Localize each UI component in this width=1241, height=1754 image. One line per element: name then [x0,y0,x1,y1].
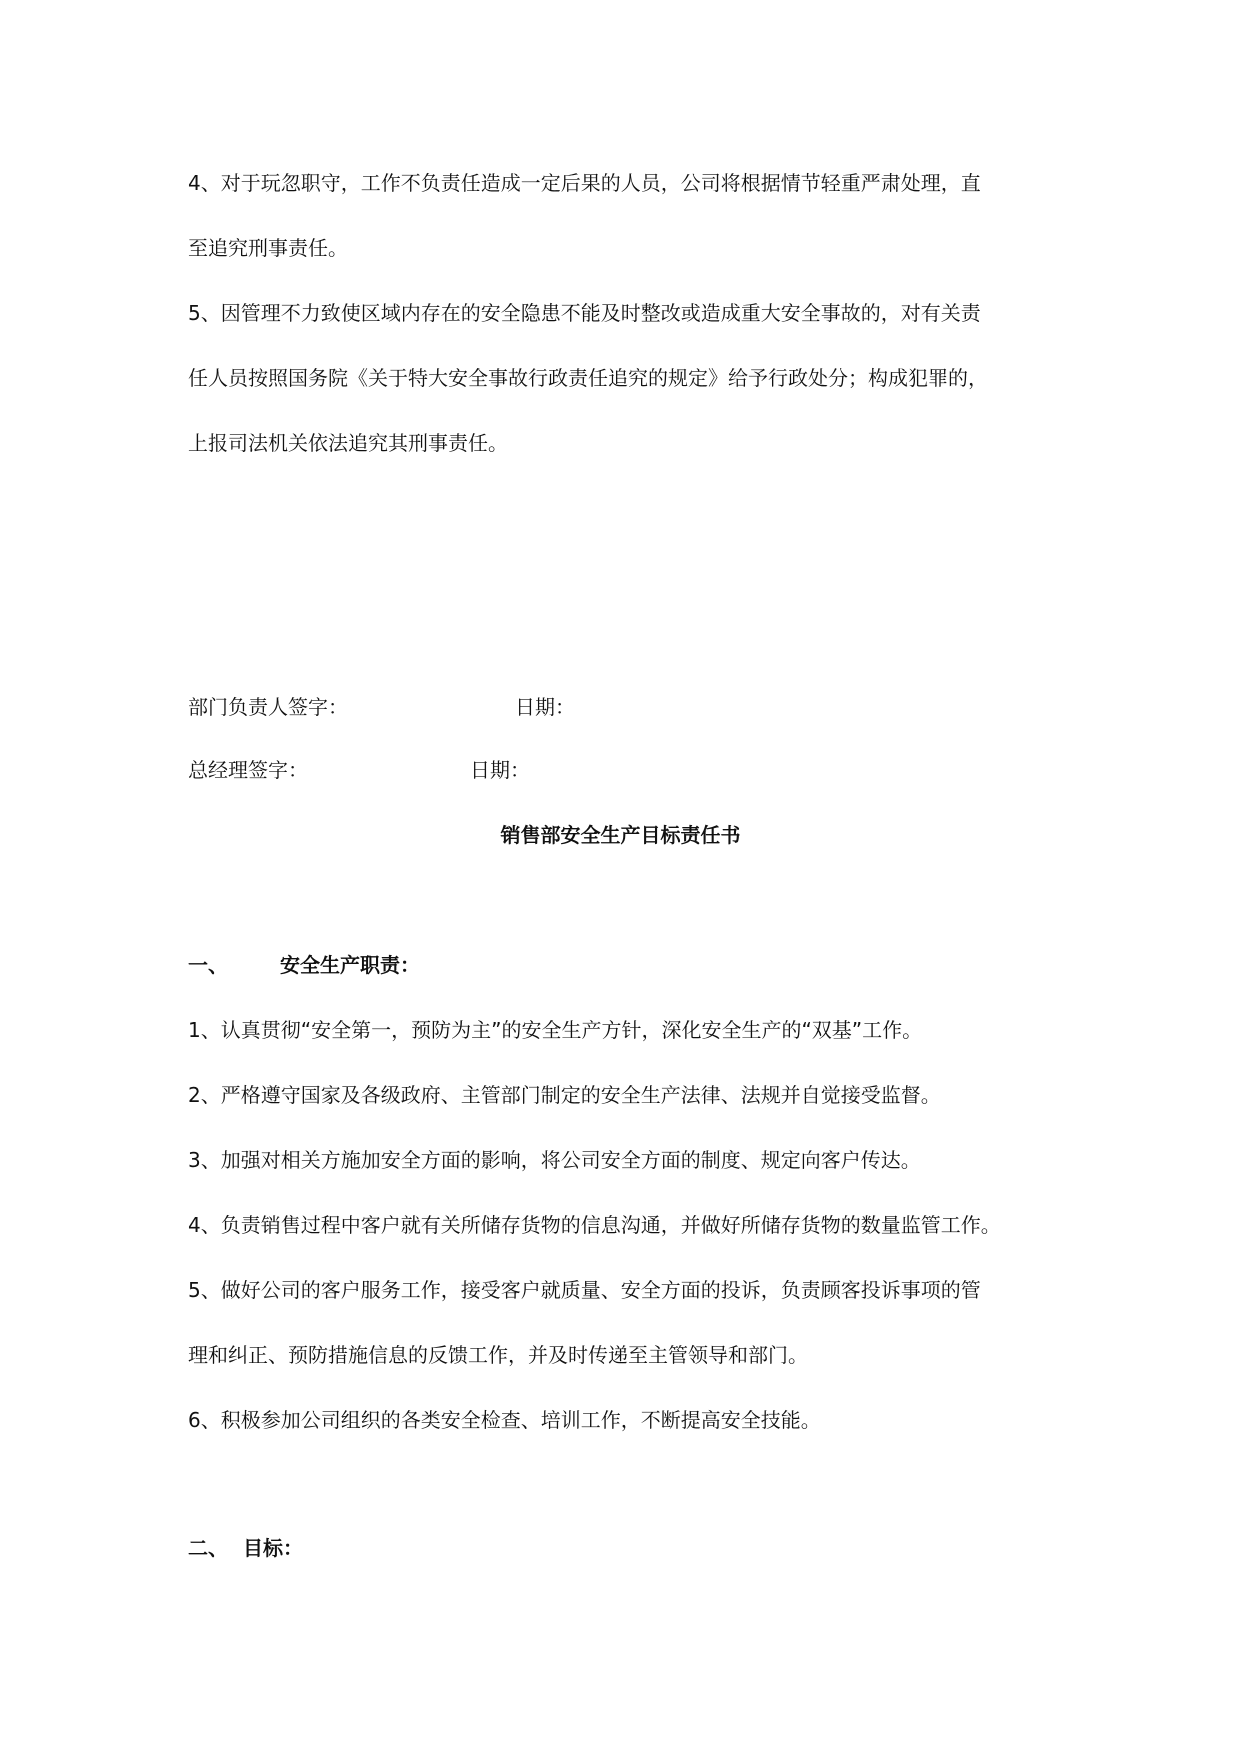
paragraph-line: 至追究刑事责任。 [188,236,348,260]
gm-signature-label: 总经理签字： [188,758,308,782]
paragraph-line: 4、对于玩忽职守，工作不负责任造成一定后果的人员，公司将根据情节轻重严肃处理，直 [188,171,981,195]
dept-head-signature-label: 部门负责人签字： [188,695,348,719]
dept-date-label: 日期： [515,695,575,719]
section2-number: 二、 [188,1536,228,1560]
paragraph-line: 1、认真贯彻“安全第一，预防为主”的安全生产方针，深化安全生产的“双基”工作。 [188,1018,923,1042]
paragraph-line: 6、积极参加公司组织的各类安全检查、培训工作，不断提高安全技能。 [188,1408,821,1432]
section1-number: 一、 [188,953,228,977]
paragraph-line: 4、负责销售过程中客户就有关所储存货物的信息沟通，并做好所储存货物的数量监管工作。 [188,1213,1001,1237]
section2-heading: 目标： [243,1536,303,1560]
paragraph-line: 上报司法机关依法追究其刑事责任。 [188,431,508,455]
paragraph-line: 3、加强对相关方施加安全方面的影响，将公司安全方面的制度、规定向客户传达。 [188,1148,921,1172]
section1-heading: 安全生产职责： [280,953,420,977]
paragraph-line: 任人员按照国务院《关于特大安全事故行政责任追究的规定》给予行政处分；构成犯罪的， [188,366,988,390]
paragraph-line: 2、严格遵守国家及各级政府、主管部门制定的安全生产法律、法规并自觉接受监督。 [188,1083,941,1107]
paragraph-line: 5、因管理不力致使区域内存在的安全隐患不能及时整改或造成重大安全事故的，对有关责 [188,301,981,325]
paragraph-line: 5、做好公司的客户服务工作，接受客户就质量、安全方面的投诉，负责顾客投诉事项的管 [188,1278,981,1302]
document-title: 销售部安全生产目标责任书 [500,823,741,847]
paragraph-line: 理和纠正、预防措施信息的反馈工作，并及时传递至主管领导和部门。 [188,1343,808,1367]
gm-date-label: 日期： [470,758,530,782]
